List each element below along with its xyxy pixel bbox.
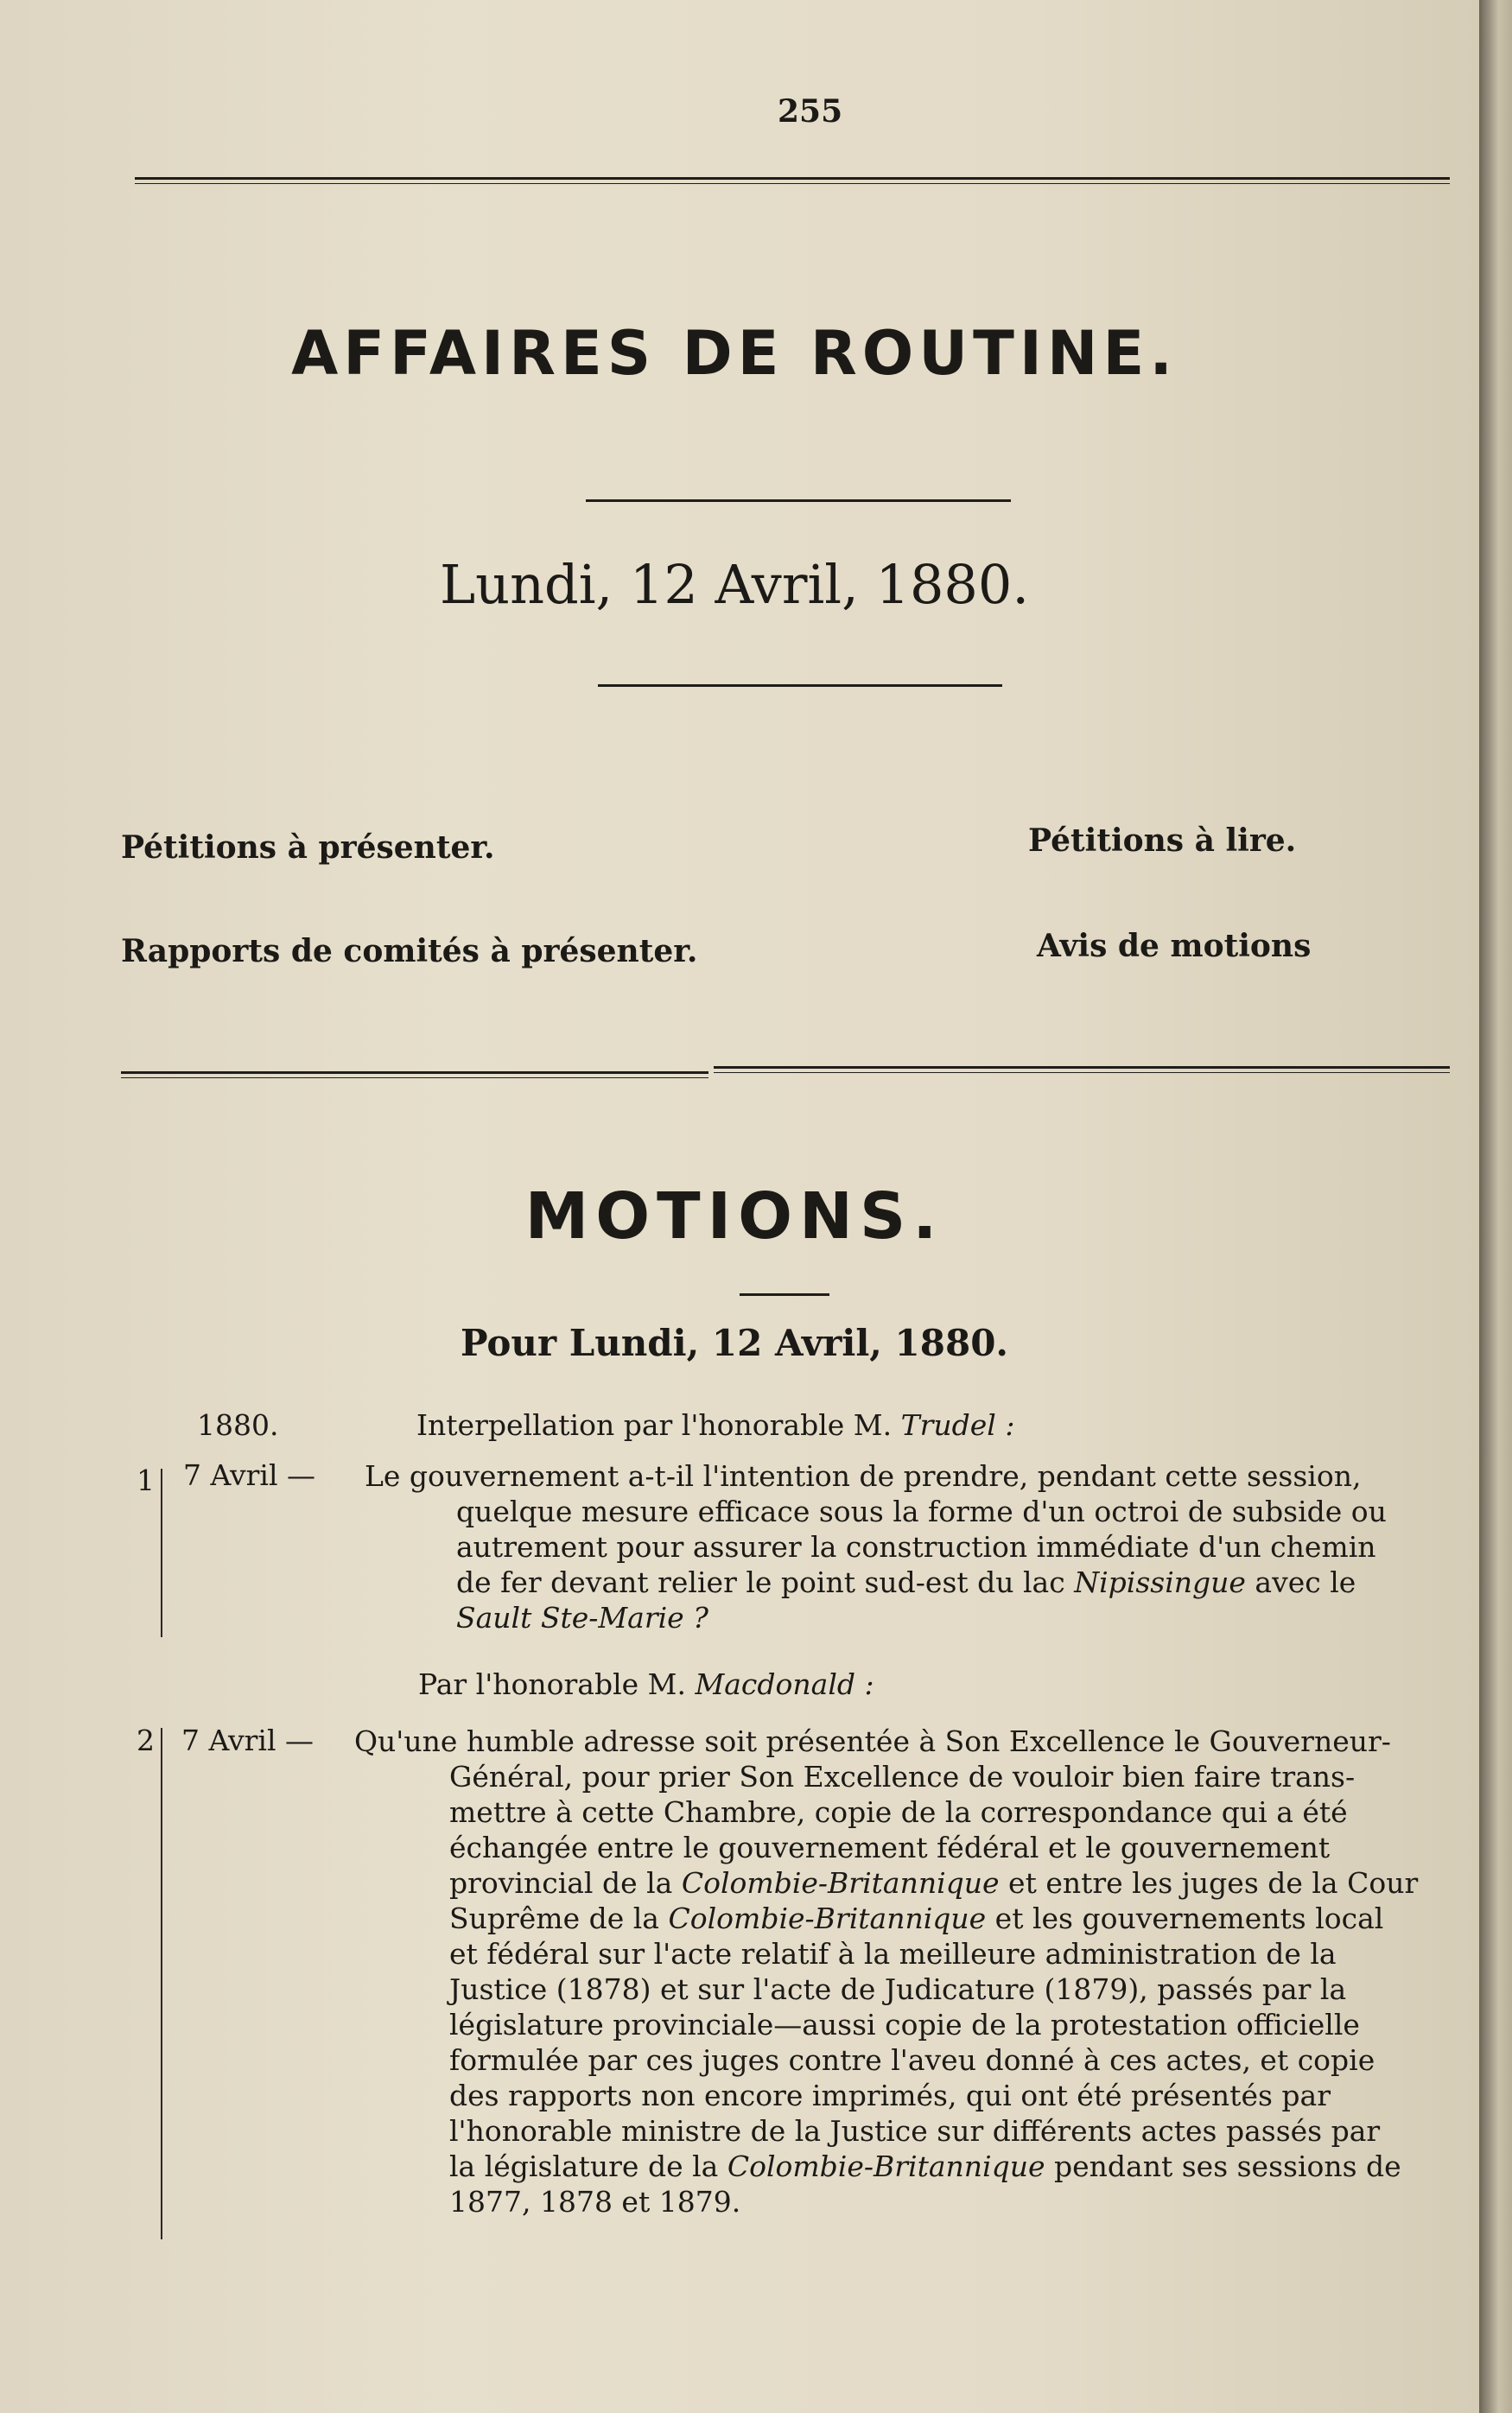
avis-motions: Avis de motions — [1037, 928, 1312, 964]
motion2-line: législature provinciale—aussi copie de la protestation officielle — [449, 2008, 1360, 2042]
date-title: Lundi, 12 Avril, 1880. — [439, 553, 1030, 616]
section-rule-right — [714, 1066, 1450, 1073]
motion1-number: 1 — [137, 1464, 155, 1497]
motion2-line: échangée entre le gouvernement fédéral et le gouvernement — [449, 1831, 1331, 1864]
section-rule-left — [121, 1071, 708, 1078]
motion2-line: Suprême de la Colombie-Britannique et les gouvernements local — [449, 1902, 1384, 1935]
petitions-presenter: Pétitions à présenter. — [121, 829, 495, 866]
motion2-line: 1877, 1878 et 1879. — [449, 2185, 741, 2219]
motion2-intro-prefix: Par l'honorable M. — [418, 1667, 686, 1701]
motion1-line — [456, 1600, 1458, 1635]
motion2-line: l'honorable ministre de la Justice sur différents actes passés par — [449, 2114, 1381, 2148]
motion1-date: 7 Avril — — [183, 1458, 315, 1492]
place-colombie-britannique: Colombie-Britannique — [681, 1866, 1000, 1900]
motion2-line: Justice (1878) et sur l'acte de Judicature (1879), passés par la — [449, 1972, 1347, 2006]
motion2-intro — [418, 1667, 874, 1701]
motions-title: MOTIONS. — [524, 1179, 944, 1254]
motion2-intro-name: Macdonald : — [695, 1667, 874, 1701]
motion1-margin-bar — [161, 1469, 162, 1637]
motion2-body — [449, 1759, 1455, 2219]
motion2-line: provincial de la Colombie-Britannique et entre les juges de la Cour — [449, 1866, 1419, 1900]
motion1-line: autrement pour assurer la construction immédiate d'un chemin — [456, 1530, 1376, 1564]
motion2-margin-bar — [161, 1728, 162, 2239]
motion1-line: de fer devant relier le point sud-est du lac Nipissingue avec le — [456, 1565, 1356, 1599]
motions-divider — [740, 1293, 829, 1296]
header-rule — [135, 177, 1450, 184]
place-sault-ste-marie: Sault Ste-Marie ? — [456, 1601, 708, 1635]
motions-subhead: Pour Lundi, 12 Avril, 1880. — [460, 1322, 1009, 1364]
section-title: AFFAIRES DE ROUTINE. — [291, 318, 1178, 389]
motion2-line: des rapports non encore imprimés, qui ont été présentés par — [449, 2079, 1331, 2112]
motion1-first-line: Le gouvernement a-t-il l'intention de prendre, pendant cette session, — [365, 1459, 1362, 1493]
place-nipissingue: Nipissingue — [1074, 1565, 1246, 1599]
page-number: 255 — [778, 93, 843, 130]
motion2-number: 2 — [137, 1724, 155, 1757]
motion1-line: quelque mesure efficace sous la forme d'un octroi de subside ou — [456, 1495, 1387, 1528]
date-divider — [598, 684, 1002, 687]
title-divider — [586, 499, 1011, 502]
petitions-lire: Pétitions à lire. — [1028, 822, 1297, 859]
motion1-intro-prefix: Interpellation par l'honorable M. — [416, 1408, 893, 1442]
year-label: 1880. — [197, 1408, 279, 1442]
rapports-comites: Rapports de comités à présenter. — [121, 933, 698, 969]
motion1-intro-name: Trudel : — [900, 1408, 1015, 1442]
place-colombie-britannique: Colombie-Britannique — [668, 1902, 987, 1935]
motion1-body — [456, 1494, 1458, 1635]
motion2-line: formulée par ces juges contre l'aveu donné à ces actes, et copie — [449, 2043, 1375, 2077]
motion2-date: 7 Avril — — [181, 1724, 314, 1757]
motion2-line: et fédéral sur l'acte relatif à la meilleure administration de la — [449, 1937, 1337, 1971]
motion2-first-line: Qu'une humble adresse soit présentée à Son Excellence le Gouverneur- — [354, 1724, 1391, 1758]
motion2-line: mettre à cette Chambre, copie de la correspondance qui a été — [449, 1795, 1348, 1829]
page-edge-shadow — [1479, 0, 1512, 2413]
motion1-intro — [416, 1408, 1014, 1442]
motion2-line: Général, pour prier Son Excellence de vouloir bien faire trans- — [449, 1760, 1356, 1794]
motion2-line: la législature de la Colombie-Britannique pendant ses sessions de — [449, 2149, 1401, 2183]
place-colombie-britannique: Colombie-Britannique — [727, 2149, 1045, 2183]
